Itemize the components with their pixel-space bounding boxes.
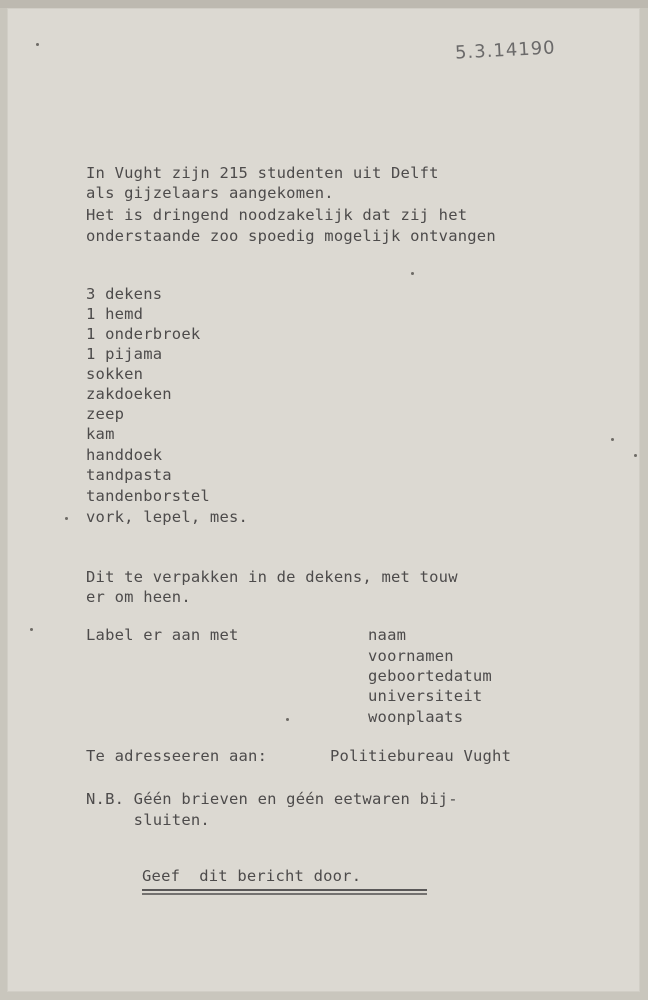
intro-line-2: als gijzelaars aangekomen. <box>86 184 334 202</box>
list-item: 1 hemd <box>86 305 144 323</box>
paper-speck <box>286 718 289 721</box>
packing-line-2: er om heen. <box>86 588 191 606</box>
list-item: handdoek <box>86 446 163 464</box>
scan-border <box>0 0 648 8</box>
list-item: kam <box>86 425 115 443</box>
paper-speck <box>611 438 614 441</box>
intro-line-4: onderstaande zoo spoedig mogelijk ontvangen <box>86 227 496 245</box>
list-item: 1 onderbroek <box>86 325 201 343</box>
list-item: sokken <box>86 365 144 383</box>
label-intro: Label er aan met <box>86 626 239 644</box>
closing-underline-second <box>142 893 427 895</box>
intro-line-1: In Vught zijn 215 studenten uit Delft <box>86 164 439 182</box>
list-item: vork, lepel, mes. <box>86 508 249 526</box>
intro-line-3: Het is dringend noodzakelijk dat zij het <box>86 206 468 224</box>
closing-line: Geef dit bericht door. <box>142 867 362 885</box>
label-field: woonplaats <box>368 708 464 726</box>
paper-speck <box>30 628 33 631</box>
list-item: tandenborstel <box>86 487 210 505</box>
address-value: Politiebureau Vught <box>330 747 512 765</box>
list-item: zeep <box>86 405 125 423</box>
archive-code-handwritten: 5.3.14190 <box>454 37 557 64</box>
paper-speck <box>411 272 414 275</box>
list-item: tandpasta <box>86 466 172 484</box>
paper-speck <box>36 43 39 46</box>
label-field: voornamen <box>368 647 454 665</box>
nb-line-1: N.B. Géén brieven en géén eetwaren bij- <box>86 790 458 808</box>
label-field: naam <box>368 626 407 644</box>
paper-speck <box>65 517 68 520</box>
closing-underline <box>142 889 427 891</box>
list-item: 1 pijama <box>86 345 163 363</box>
paper-speck <box>634 454 637 457</box>
label-field: universiteit <box>368 687 483 705</box>
packing-line-1: Dit te verpakken in de dekens, met touw <box>86 568 458 586</box>
label-field: geboortedatum <box>368 667 492 685</box>
list-item: zakdoeken <box>86 385 172 403</box>
list-item: 3 dekens <box>86 285 163 303</box>
address-label: Te adresseeren aan: <box>86 747 268 765</box>
nb-line-2: sluiten. <box>86 811 210 829</box>
